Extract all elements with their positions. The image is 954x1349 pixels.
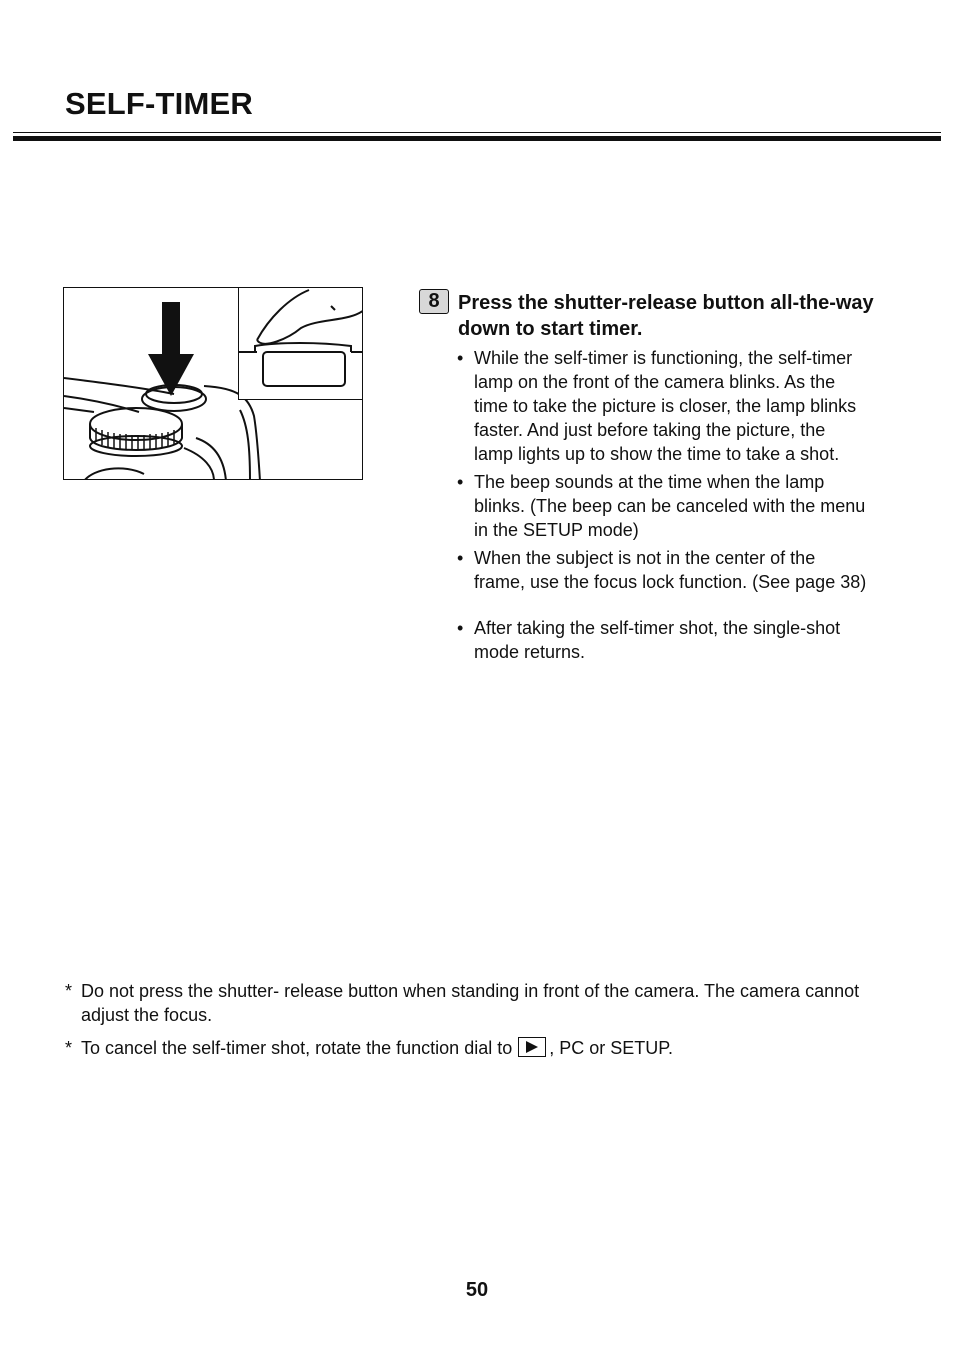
- note-text: Do not press the shutter- release button when standing in front of the camera. The camera cannot adjust the focus.: [81, 981, 860, 1025]
- down-arrow-icon: [148, 302, 194, 396]
- play-icon: [518, 1037, 546, 1057]
- step-bullet-list: [457, 346, 869, 668]
- note-item: [65, 979, 905, 1027]
- bullet-item: • The beep sounds at the time when the lamp blinks. (The beep can be canceled with the menu in the SETUP mode): [457, 470, 869, 542]
- note-text-after: , PC or SETUP.: [549, 1038, 673, 1058]
- note-text-before: To cancel the self-timer shot, rotate the function dial to: [81, 1038, 513, 1058]
- page-number: 50: [465, 1279, 489, 1301]
- bullet-item: • When the subject is not in the center of the frame, use the focus lock function. (See page 38): [457, 546, 869, 594]
- note-marker: *: [65, 1038, 73, 1058]
- step-number-badge: 8: [419, 289, 449, 314]
- title-rule-thick: [13, 136, 941, 141]
- page-title: SELF-TIMER: [65, 86, 253, 121]
- bullet-item: • After taking the self-timer shot, the single-shot mode returns.: [457, 616, 869, 664]
- step-heading: Press the shutter-release button all-the-way down to start timer.: [458, 292, 874, 340]
- finger-pressing-button-icon: [238, 287, 363, 400]
- note-marker: *: [65, 981, 73, 1001]
- note-item: [65, 1036, 905, 1060]
- bullet-item: • While the self-timer is functioning, the self-timer lamp on the front of the camera blinks. As the time to take the picture is closer, the lamp blinks faster. And just before taking the picture, the lamp lights up to show the time to take a shot.: [457, 346, 869, 466]
- notes-section: [65, 979, 905, 1069]
- title-rule-thin: [13, 132, 941, 133]
